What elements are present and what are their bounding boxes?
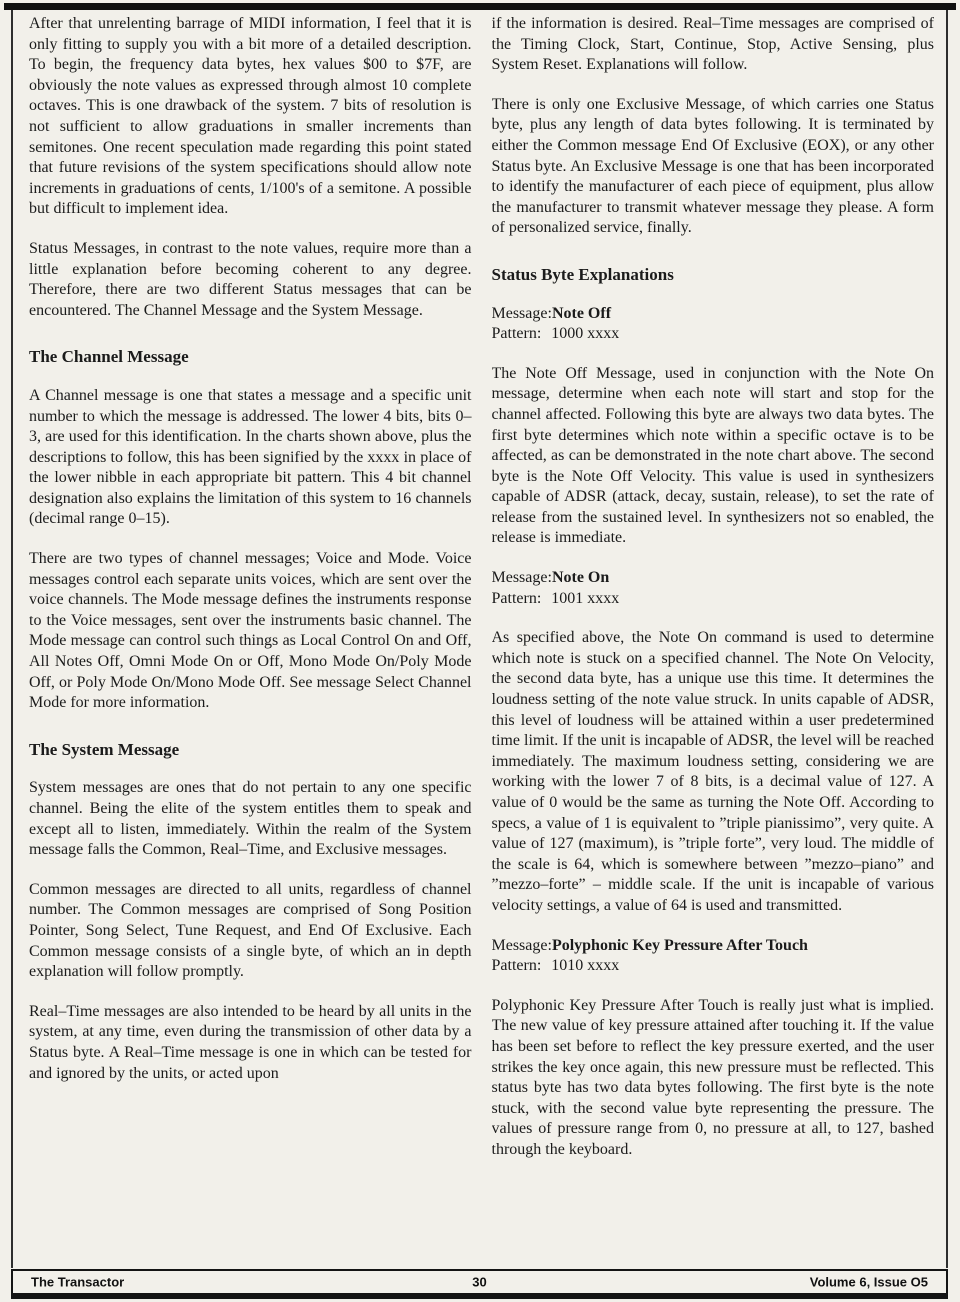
message-block-note-off: [492, 304, 935, 345]
two-column-layout: [29, 14, 934, 1268]
footer-issue-label: Volume 6, Issue O5: [809, 1274, 928, 1290]
paragraph-realtime-continued: if the information is desired. Real–Time messages are comprised of the Timing Clock, Start, Continue, Stop, Active Sensing, plus System Reset. Explanations will follow.: [491, 15, 934, 74]
pattern-line: [492, 324, 935, 345]
article-body-frame: [11, 10, 948, 1268]
message-name: Note On: [551, 569, 610, 587]
message-block-note-on: [492, 568, 935, 609]
section-heading-system-message: The System Message: [29, 739, 180, 759]
paragraph-realtime-messages: Real–Time messages are also intended to be heard by all units in the system, at any time, even during the transmission of other data by a Status byte. A Real–Time message is one in which can be tested for and ignored by the units, or acted upon: [29, 1002, 472, 1082]
message-label: Message:: [491, 304, 552, 322]
message-label: Message:: [491, 569, 552, 587]
paragraph-channel-1: A Channel message is one that states a message and a specific unit number to which the message is addressed. The lower 4 bits, bits 0–3, are used for this identification. In the charts shown above, plus the descriptions to follow, this has been signified by the xxxx in place of the lower nibble in each appropriate bit pattern. This 4 bit channel designation also explains the limitation of this system to 16 channels (decimal range 0–15).: [29, 386, 472, 528]
paragraph-exclusive-message: There is only one Exclusive Message, of which carries one Status byte, plus any length of data bytes following. It is terminated by either the Common message End Of Exclusive (EOX), or any other Status byte. An Exclusive Message is one that has been incorporated to identify the manufacturer of each piece of equipment, plus allow the manufacturer to transmit whatever message they please. A form of personalized service, finally.: [491, 95, 934, 237]
paragraph-note-off-body: The Note Off Message, used in conjunction with the Note On message, determine when each note will start and stop for the channel affected. Following this byte are always two data bytes. The first byte determines which note within a specific octave is to be affected, as can be demonstrated in the note chart above. The second byte is the Note Off Velocity. This value is used in synthesizers capable of ADSR (attack, decay, sustain, release), to set the rate of release from the sustained level. In synthesizers not so enabled, the release is immediate.: [491, 364, 934, 547]
message-block-polyphonic-key-pressure: [492, 936, 935, 977]
pattern-value: 1010 xxxx: [551, 957, 620, 975]
pattern-label: Pattern:: [491, 957, 542, 975]
message-label: Message:: [491, 936, 552, 954]
page-footer: [11, 1269, 948, 1299]
pattern-line: [492, 589, 935, 610]
paragraph-intro: After that unrelenting barrage of MIDI information, I feel that it is only fitting to supply you with a bit more of a detailed description. To begin, the frequency data bytes, hex values $00 to $7F, are obviously the note values as expressed through almost 10 complete octaves. This is one drawback of the system. 7 bits of resolution is not sufficient to allow graduations in smaller increments than semitones. One recent speculation made regarding this point stated that future revisions of the system specifications should allow note increments in graduations of cents, 1/100's of a semitone. A possible but difficult to implement idea.: [29, 15, 472, 218]
paragraph-channel-2: There are two types of channel messages; Voice and Mode. Voice messages control each separate units voices, which are sent over the voice channels. The Mode message defines the instruments response to the Voice messages, sent over the instruments basic channel. The Mode message can control such things as Local Control On and Off, All Notes Off, Omni Mode On or Off, Mono Mode On/Poly Mode Off, or Poly Mode On/Mono Mode Off. See message Select Channel Mode for more information.: [29, 550, 472, 712]
paragraph-note-on-body: As specified above, the Note On command is used to determine which note is stuck on a specified channel. The Note On Velocity, the second data byte, has a unique use this time. It determines the loudness setting of the note value struck. In units capable of ADSR, this level of loudness will be attained within a user predetermined time limit. If the unit is incapable of ADSR, the level will be reached immediately. The maximum loudness setting, considering we are working with the lower 7 of 8 bits, is a decimal value of 127. A value of 0 would be the same as turning the Note Off. According to specs, a value of 1 is equivalent to ”triple pianissimo”, very quite. A value of 127 (maximum), is ”triple forte”, very loud. The middle of the scale is 64, which is somewhere between ”mezzo–piano” and ”mezzo–forte” – middle scale. If the unit is incapable of various velocity settings, a value of 64 is used and transmitted.: [491, 629, 934, 914]
paragraph-status-messages: Status Messages, in contrast to the note values, require more than a little explanation before becoming coherent to any degree. Therefore, there are two different Status messages that can be encountered. The Channel Message and the System Message.: [29, 239, 472, 319]
section-heading-status-byte-explanations: Status Byte Explanations: [491, 264, 674, 284]
page-top-rule: [4, 3, 956, 10]
message-line: [492, 304, 935, 325]
left-column: [29, 14, 472, 1268]
pattern-value: 1000 xxxx: [551, 325, 620, 343]
paragraph-polyphonic-body: Polyphonic Key Pressure After Touch is really just what is implied. The new value of key pressure attained after touching it. If the value has been set before to reflect the key pressure exerted, and the user strikes the key once again, this new pressure must be reflected. This status byte has two data bytes following. The first byte is the note stuck, with the second value byte representing the pressure. The values of pressure range from 0, no pressure at all, to 127, bashed through the keyboard.: [491, 996, 934, 1158]
message-line: [492, 568, 935, 589]
paragraph-common-messages: Common messages are directed to all units, regardless of channel number. The Common messages are comprised of Song Position Pointer, Song Select, Tune Request, and End Of Exclusive. Each Common message consists of a single byte, of which an in depth explanation will follow promptly.: [29, 880, 472, 981]
pattern-value: 1001 xxxx: [551, 589, 620, 607]
section-heading-channel-message: The Channel Message: [29, 347, 189, 367]
paragraph-system-1: System messages are ones that do not pertain to any one specific channel. Being the elite of the system entitles them to speak and except all to listen, immediately. Within the realm of the System message falls the Common, Real–Time, and Exclusive messages.: [29, 779, 472, 859]
pattern-label: Pattern:: [491, 589, 542, 607]
message-name: Polyphonic Key Pressure After Touch: [551, 936, 808, 954]
footer-page-number: 30: [472, 1274, 487, 1290]
pattern-label: Pattern:: [491, 325, 542, 343]
pattern-line: [492, 956, 935, 977]
message-line: [492, 936, 935, 957]
message-name: Note Off: [551, 304, 612, 322]
right-column: [492, 14, 935, 1268]
footer-journal-title: The Transactor: [31, 1274, 125, 1290]
